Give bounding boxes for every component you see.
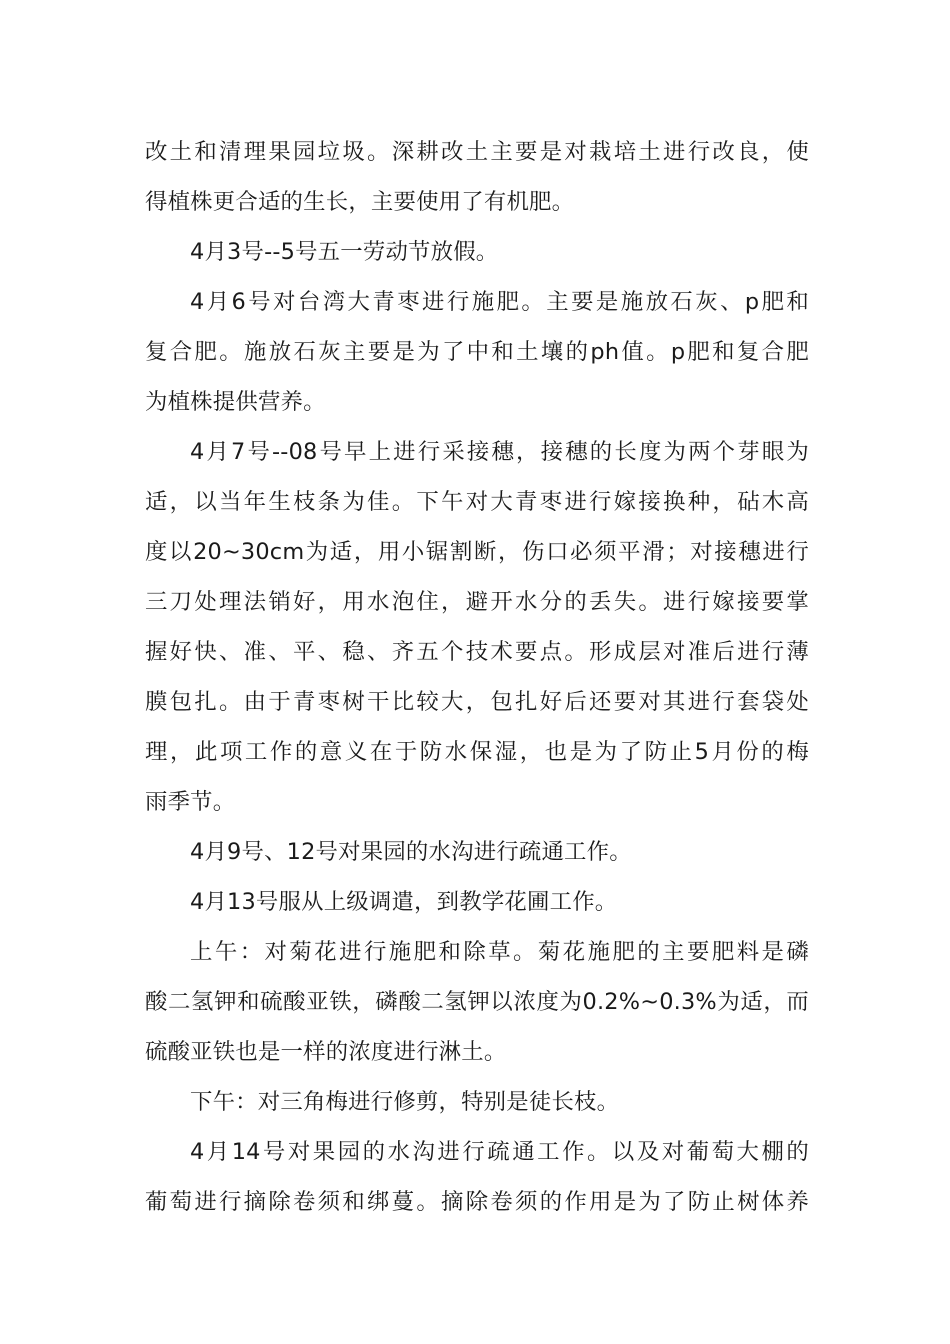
text-line: 三刀处理法销好，用水泡住，避开水分的丢失。进行嫁接要掌 [145,589,809,615]
document-body [145,127,809,1227]
text-line: 硫酸亚铁也是一样的浓度进行淋土。 [145,1039,507,1065]
text-line: 下午：对三角梅进行修剪，特别是徒长枝。 [190,1089,620,1115]
text-line: 为植株提供营养。 [145,389,326,415]
text-line: 4月14号对果园的水沟进行疏通工作。以及对葡萄大棚的 [190,1139,809,1165]
text-line: 握好快、准、平、稳、齐五个技术要点。形成层对准后进行薄 [145,639,809,665]
text-line: 适，以当年生枝条为佳。下午对大青枣进行嫁接换种，砧木高 [145,489,809,515]
text-line: 葡萄进行摘除卷须和绑蔓。摘除卷须的作用是为了防止树体养 [145,1189,809,1215]
text-line: 改土和清理果园垃圾。深耕改土主要是对栽培土进行改良，使 [145,139,809,165]
text-line: 上午：对菊花进行施肥和除草。菊花施肥的主要肥料是磷 [190,939,809,965]
text-line: 4月6号对台湾大青枣进行施肥。主要是施放石灰、p肥和 [190,289,809,315]
text-line: 4月7号--08号早上进行采接穗，接穗的长度为两个芽眼为 [190,439,809,465]
text-line: 雨季节。 [145,789,236,815]
text-line: 4月9号、12号对果园的水沟进行疏通工作。 [190,839,632,865]
text-line: 4月3号--5号五一劳动节放假。 [190,239,499,265]
text-line: 得植株更合适的生长，主要使用了有机肥。 [145,189,575,215]
text-line: 度以20~30cm为适，用小锯割断，伤口必须平滑；对接穗进行 [145,539,809,565]
text-line: 理，此项工作的意义在于防水保湿，也是为了防止5月份的梅 [145,739,809,765]
text-line: 4月13号服从上级调遣，到教学花圃工作。 [190,889,618,915]
text-line: 酸二氢钾和硫酸亚铁，磷酸二氢钾以浓度为0.2%~0.3%为适，而 [145,989,809,1015]
text-line: 复合肥。施放石灰主要是为了中和土壤的ph值。p肥和复合肥 [145,339,809,365]
text-line: 膜包扎。由于青枣树干比较大，包扎好后还要对其进行套袋处 [145,689,809,715]
